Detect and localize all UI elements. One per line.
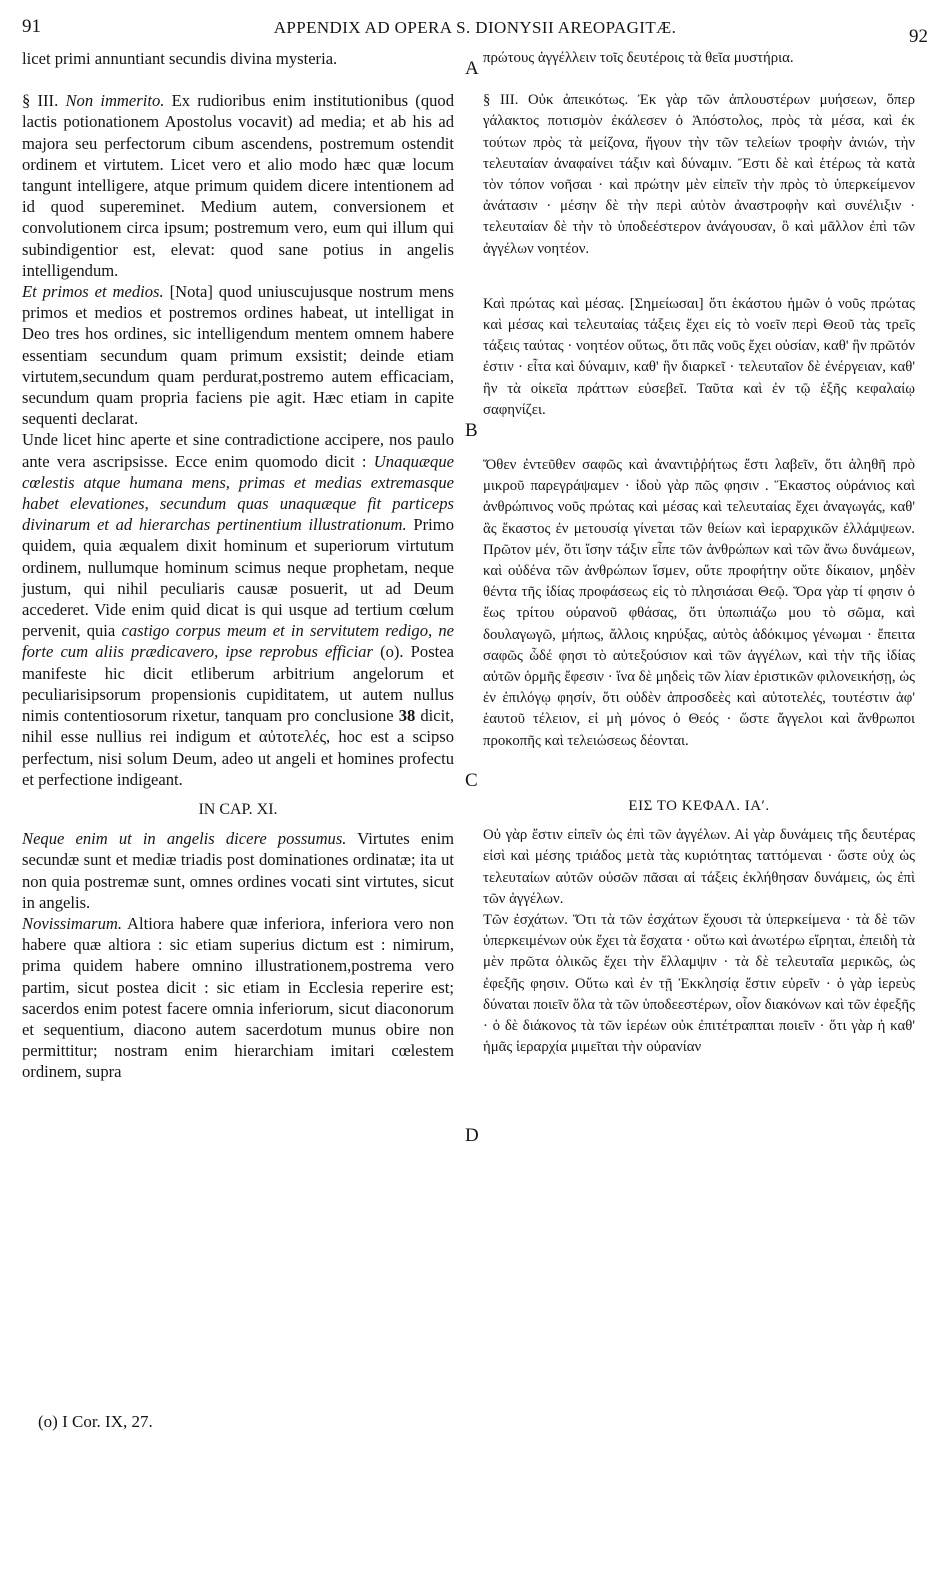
section-marker: § III. — [22, 91, 59, 111]
quotation: castigo corpus meum et in servitutem redigo, ne forte cum aliis prædicavero, ipse reprobus efficiar — [22, 621, 455, 662]
paragraph-text: Ex rudioribus enim institutionibus (quod lactis potionationem Apostolus vocavit) ad media; et ab his ad majora seu perfectorum cibum ascendens, postremum ostendit ordinem et virtutem. Licet vero et alio modo hæc quæ locum tangunt intelligere, atque primum quidem dicere intentionem ad id quod supereminet. Medium autem, conversionem et convolutionem circa ipsum; postremum vero, eum qui illum qui subindigentior est, elevat: quod sane potius in angelis intelligendum. — [22, 91, 455, 280]
page-header — [22, 16, 928, 46]
quotation: Unaquæque cœlestis atque humana mens, primas et medias extremasque habet elevationes, secundum quas unaquæque fit particeps divinarum et ad hierarchas pertinentium illustrationum. — [22, 451, 454, 535]
margin-letter-a: A — [465, 58, 479, 79]
latin-paragraph — [22, 828, 454, 913]
footnote: (o) I Cor. IX, 27. — [38, 1412, 153, 1431]
greek-paragraph: Καὶ πρώτας καὶ μέσας. [Σημείωσαι] ὅτι ἑκάστου ἡμῶν ὁ νοῦς πρώτας καὶ μέσας καὶ τελευταίας τάξεις ἔχει εἰς τὸ νοεῖν περὶ Θεοῦ τὰς τρεῖς τάξεις ταύτας · νοητέον οὕτως, ὅτι πᾶς νοῦς ἔχει οὐσίαν, καθ' ἣν πρῶτόν ἐστιν · εἶτα καὶ δύναμιν, καθ' ἣν διαρκεῖ · τελευταῖον δὲ ἐνέργειαν, καθ' ἣν τὰ οἰκεῖα πράττων εὐσεβεῖ. Ταῦτα καὶ ἐν τῷ ἑξῆς κεφαλαίῳ σαφηνίζει. — [483, 295, 915, 418]
latin-paragraph: licet primi annuntiant secundis divina mysteria. — [22, 49, 338, 68]
paragraph-text: Altiora habere quæ inferiora, inferiora vero non habere quæ altiora : sic etiam superius dictum est : nimirum, prima quidem habere omnino illustrationem,postrema vero partim, sicut postea dicit : sic etiam in Ecclesia reperire est; sacerdos enim potest facere omnia inferiorum, sicut diaconorum et sequentium, diacono autem sacerdotum munus obire non permittitur; nostram enim hierarchiam imitari cœlestem ordinem, supra — [22, 913, 455, 1082]
greek-word: αὐτοτελές, — [258, 727, 331, 747]
page-number-left: 91 — [22, 16, 41, 37]
lemma: Neque enim ut in angelis dicere possumus. — [22, 829, 347, 849]
paragraph-text: Primo quidem, quia æqualem dixit hominum et superiorum virtutum ordinem, nullumque hominum scimus neque prophetam, neque justum, qui nihil peculiaris causæ posuerit, ut ad Deum accederet. Vide enim quid dicat is qui usque ad tertium cœlum pervenit, quia — [22, 515, 454, 641]
paragraph-text: Postea manifeste hic dicit etliberum arbitrium angelorum et peculiarisipsorum propensionis cupiditatem, ut autem nullus nimis contentiosorum rixetur, tanquam pro conclusione — [22, 642, 454, 726]
section-heading: IN CAP. XI. — [198, 800, 278, 818]
latin-paragraph — [22, 429, 454, 789]
margin-letter-c: C — [465, 770, 478, 791]
paragraph-text: [Nota] quod uniuscujusque nostrum mens primos et medios et postremos ordines habeat, ut intelligat in Deo tres hos ordines, sic intelligendum mentem omnem habere essentiam secundum quam primum exsistit; deinde etiam virtutem,secundum quam perdurat,postremo autem efficaciam, secundum quam propria faciens pie agit. Hæc etiam in capite sequenti declarat. — [22, 282, 455, 429]
latin-column — [22, 48, 454, 1083]
greek-paragraph: Ὅθεν ἐντεῦθεν σαφῶς καὶ ἀναντιῤῥήτως ἔστι λαβεῖν, ὅτι ἀληθῆ πρὸ μικροῦ παρεγράψαμεν · ἰδοὺ γὰρ πῶς φησιν . Ἕκαστος οὐράνιος καὶ ἀνθρώπινος νοῦς πρώτας καὶ μέσας καὶ τελευταίας ἔχει ἀναγωγάς, καθ' ἃς ἕκαστος ἐν μετουσίᾳ γίνεται τῶν θείων καὶ ἱεραρχικῶν ἐλλάμψεων. Πρῶτον μέν, ὅτι ἴσην τάξιν εἶπε τῶν ἀνθρώπων καὶ τῶν ἄνω δυνάμεων, καὶ οὐδένα τῶν ἀνθρώπων ἴσμεν, οὔτε προφήτην οὔτε δίκαιον, μηδὲν θέντα τῆς ἰδίας προφάσεως εἰς τὸ πλησιάσαι Θεῷ. Ὅρα γὰρ τί φησιν ὁ ἕως τρίτου οὐρανοῦ φθάσας, ὅτι ὑπωπιάζω μου τὸ σῶμα, καὶ δουλαγωγῶ, μήπως, ἄλλοις κηρύξας, αὐτὸς ἀδόκιμος γένωμαι · ἔπειτα σαφῶς ὧδέ φησι τὸ αὐτεξούσιον καὶ τῶν ἀγγέλων, καὶ τὴν τῆς ἰδίας αὐτῶν ὁρμῆς ἔφεσιν · ἵνα δὲ μηδεὶς τῶν λίαν ἐριστικῶν φιλονεικήσῃ, ὡς ἐν ἐπιλόγῳ φησίν, ὅτι οὐδὲν ἀπροσδεὲς καὶ αὐτοτελές, τουτέστιν ἀφ' ἑαυτοῦ τέλειον, εἰ μὴ μόνος ὁ Θεός · ὥστε ἄγγελοι καὶ ἄνθρωποι προκοπῆς καὶ τελειώσεως δέονται. — [483, 457, 915, 749]
greek-paragraph: Οὐ γὰρ ἔστιν εἰπεῖν ὡς ἐπὶ τῶν ἀγγέλων. Αἱ γὰρ δυνάμεις τῆς δευτέρας εἰσὶ καὶ μέσης τριάδος μετὰ τὰς κυριότητας ταττόμεναι · ὥστε οὐχ ὡς τελευταίων αὐτῶν οὐσῶν πᾶσαι αἱ τάξεις ἐκλήθησαν δυνάμεις, ὡς ἐπὶ τῶν ἀγγέλων. — [483, 827, 915, 907]
paragraph-text: Virtutes enim secundæ sunt et mediæ triadis post dominationes ordinatæ; ita ut non quia postremæ sunt, omnes ordines vocati sint virtutes, sicut in angelis. — [22, 829, 454, 912]
greek-paragraph: πρώτους ἀγγέλλειν τοῖς δευτέροις τὰ θεῖα μυστήρια. — [483, 50, 794, 66]
page-number-right: 92 — [909, 26, 928, 47]
greek-column — [483, 48, 915, 1058]
greek-paragraph: Τῶν ἐσχάτων. Ὅτι τὰ τῶν ἐσχάτων ἔχουσι τὰ ὑπερκείμενα · τὰ δὲ τῶν ὑπερκειμένων οὐκ ἔχει τὰ ἔσχατα · οὕτω καὶ ἀνωτέρω εἴρηται, ἐπειδὴ τὰ μὲν πρῶτα ὁλικῶς ἔχει τὴν ἔλλαμψιν · τὰ δὲ τελευταῖα μερικῶς, ὡς ἐφεξῆς φησιν. Οὕτω καὶ ἐν τῇ Ἐκκλησίᾳ ἔστιν εὑρεῖν · ὁ γὰρ ἱερεὺς δύναται ποιεῖν ὅλα τὰ τῶν ὑποδεεστέρων, οἷον διακόνων καὶ τῶν ἐφεξῆς · ὁ δὲ διάκονος τὰ τῶν ἱερέων οὐκ ἐπιτέτραπται ποιεῖν · ὅτι γὰρ ἡ καθ' ἡμᾶς ἱεραρχία μιμεῖται τὴν οὐρανίαν — [483, 911, 915, 1056]
paragraph-text: dicit, nihil esse nullius rei indigum et — [22, 706, 454, 747]
latin-paragraph — [22, 281, 454, 429]
latin-paragraph — [22, 90, 454, 281]
margin-letter-d: D — [465, 1125, 479, 1146]
lemma: Novissimarum. — [22, 913, 123, 933]
running-title: APPENDIX AD OPERA S. DIONYSII AREOPAGITÆ. — [273, 18, 677, 37]
lemma: Non immerito. — [65, 91, 165, 111]
paragraph-text: hoc est a scipso perfectum, nisi solum Deum, adeo ut angeli et homines profectu et perfectione indigeant. — [22, 727, 455, 789]
footnote-reference: (o). — [380, 642, 404, 662]
margin-letter-b: B — [465, 420, 478, 441]
greek-paragraph: § III. Οὐκ ἀπεικότως. Ἐκ γὰρ τῶν ἁπλουστέρων μυήσεων, ὅπερ γάλακτος ποτισμὸν ἐκάλεσεν ὁ Ἀπόστολος, πρὸς τὰ μέσα, καὶ ἐκ τούτων πρὸς τὰ μείζονα, ἤγουν τὴν τῶν τελείων τροφὴν ἀνιών, τὴν τελευταίαν ἀναφαίνει τάξιν καὶ δύναμιν. Ἔστι δὲ καὶ ἑτέρως τὰ κατὰ τὸν τόπον νοῆσαι · καὶ πρώτην μὲν εἰπεῖν τὴν πρὸς τὸ ὑπερκείμενον ἀνάτασιν · μέσην δὲ τὴν περὶ αὐτὸν ἀναστροφὴν καὶ συνέλιξιν · τελευταίαν δὲ τὴν τὸ ὑποδεέστερον ἀνάγουσαν, ὃ καὶ μᾶλλον ἐπὶ τῶν ἀγγέλων νοητέον. — [483, 92, 915, 257]
latin-paragraph — [22, 913, 454, 1083]
column-number: 38 — [398, 706, 416, 726]
section-heading: ΕΙΣ ΤΟ ΚΕΦΑΛ. ΙΑʹ. — [628, 797, 770, 814]
lemma: Et primos et medios. — [22, 282, 164, 302]
paragraph-text: Unde licet hinc aperte et sine contradictione accipere, nos paulo ante vera ascripsisse. Ecce enim quomodo dicit : — [22, 430, 454, 471]
